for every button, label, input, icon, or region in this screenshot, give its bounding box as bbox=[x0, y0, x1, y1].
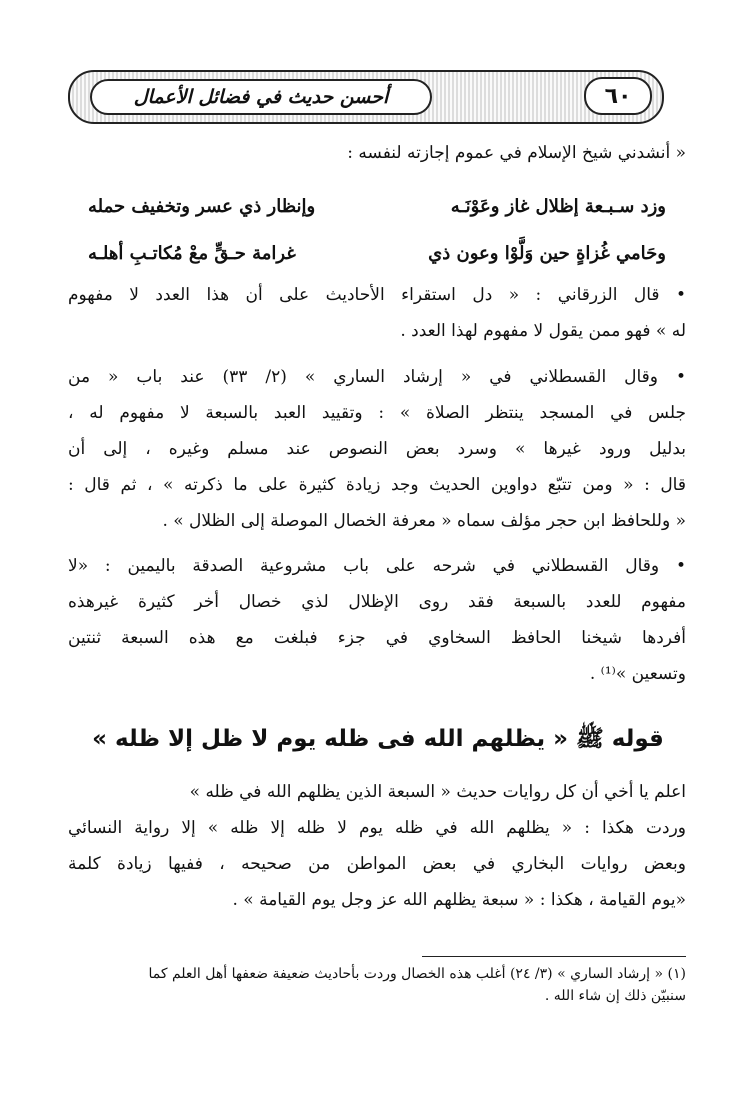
body-line: « وللحافظ ابن حجر مؤلف سماه « معرفة الخصال الموصلة إلى الظلال » . bbox=[162, 511, 686, 531]
book-title-box bbox=[90, 79, 432, 115]
body-line: بدليل ورود غيرها » وسرد بعض النصوص عند مسلم وغيره ، إلى أن bbox=[68, 439, 686, 459]
verse-2-second-hemistich: غرامة حـقٍّ معْ مُكاتـبِ أهلـه bbox=[88, 243, 296, 264]
body-line: اعلم يا أخي أن كل روايات حديث « السبعة الذين يظلهم الله في ظله » bbox=[189, 782, 686, 802]
footnote-line-1: (١) « إرشاد الساري » (٣/ ٢٤) أغلب هذه الخصال وردت بأحاديث ضعيفة ضعفها أهل العلم كما bbox=[148, 966, 686, 982]
verse-1-second-hemistich: وإنظار ذي عسر وتخفيف حمله bbox=[88, 196, 316, 217]
footnote-line-2: سنبيّن ذلك إن شاء الله . bbox=[544, 988, 686, 1004]
verse-1-first-hemistich: وزد سـبـعة إظلال غاز وعَوْنَـه bbox=[450, 196, 666, 217]
verse-2-first-hemistich: وحَامي غُزاةٍ حين وَلَّوْا وعون ذي bbox=[428, 243, 666, 264]
body-line: «يوم القيامة ، هكذا : « سبعة يظلهم الله عز وجل يوم القيامة » . bbox=[232, 890, 686, 910]
footnote-divider bbox=[422, 956, 686, 957]
body-line: مفهوم للعدد بالسبعة فقد روى الإظلال لذي خصال أخر كثيرة غيرهذه bbox=[68, 592, 686, 612]
body-line: • وقال القسطلاني في « إرشاد الساري » (٢/ ٣٣) عند باب « من bbox=[68, 367, 687, 387]
body-line: وبعض روايات البخاري في بعض المواطن من صحيحه ، ففيها زيادة كلمة bbox=[68, 854, 686, 874]
body-line: وردت هكذا : « يظلهم الله في ظله يوم لا ظله إلا ظله » إلا رواية النسائي bbox=[68, 818, 686, 838]
body-line: • قال الزرقاني : « دل استقراء الأحاديث على أن هذا العدد لا مفهوم bbox=[68, 285, 686, 305]
body-line: قال : « ومن تتبّع دواوين الحديث وجد زيادة كثيرة على ما ذكرته » ، ثم قال : bbox=[68, 475, 686, 495]
book-title: أحسن حديث في فضائل الأعمال bbox=[133, 86, 389, 108]
page-number-box bbox=[584, 77, 652, 115]
body-line: • وقال القسطلاني في شرحه على باب مشروعية الصدقة باليمين : «لا bbox=[68, 556, 686, 576]
section-heading: قوله ﷺ « يظلهم الله فى ظله يوم لا ظل إلا ظله » bbox=[92, 726, 664, 752]
body-line: أفردها شيخنا الحافظ السخاوي في جزء فبلغت مع هذه السبعة ثنتين bbox=[68, 628, 686, 648]
intro-line: « أنشدني شيخ الإسلام في عموم إجازته لنفسه : bbox=[347, 143, 686, 163]
page-number: ٦٠ bbox=[604, 83, 632, 109]
body-line: وتسعين »⁽¹⁾ . bbox=[589, 664, 686, 684]
page-header bbox=[68, 70, 664, 124]
body-line: جلس في المسجد ينتظر الصلاة » : وتقييد العبد بالسبعة لا مفهوم له ، bbox=[68, 403, 686, 423]
body-line: له » فهو ممن يقول لا مفهوم لهذا العدد . bbox=[400, 321, 686, 341]
